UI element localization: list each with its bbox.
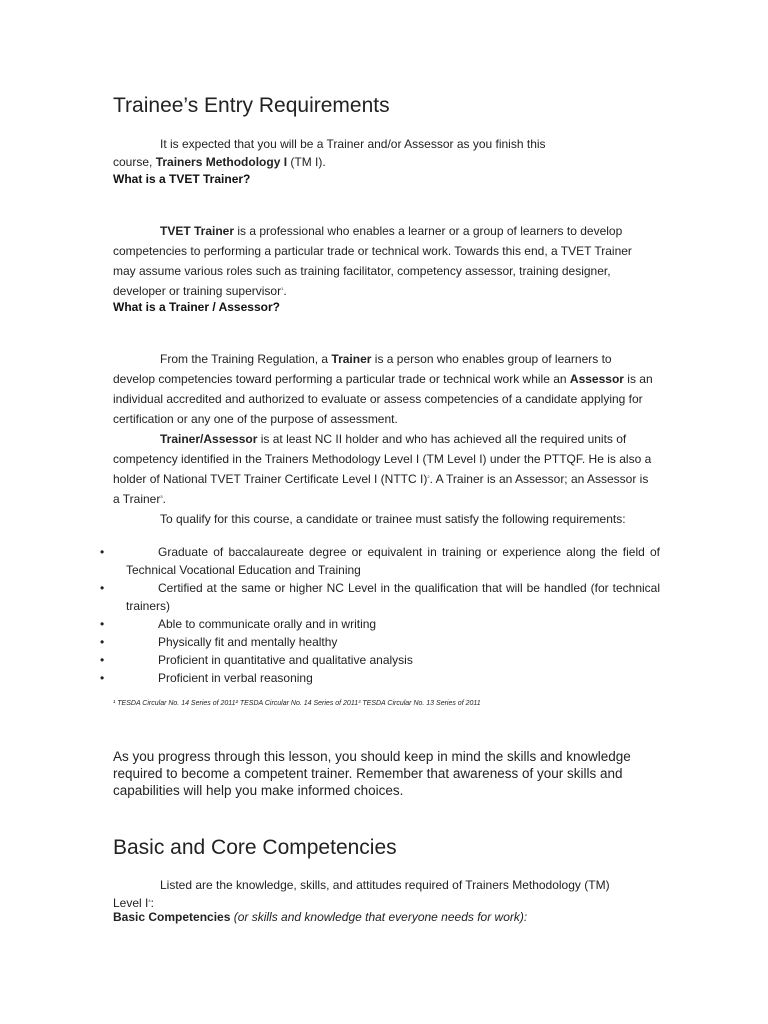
bullet-icon: • — [100, 671, 105, 685]
tvet-trainer-term: TVET Trainer — [160, 224, 235, 238]
listed-line-1: Listed are the knowledge, skills, and attitudes required of Trainers Methodology (TM) — [160, 878, 610, 892]
intro-line-1: It is expected that you will be a Trainer and/or Assessor as you finish this — [160, 137, 546, 151]
colon: : — [150, 896, 154, 910]
requirement-text: Able to communicate orally and in writing — [158, 617, 377, 631]
requirement-text: Graduate of baccalaureate degree or equivalent in training or experience along the field of Technical Vocational Education and Training — [126, 545, 660, 577]
requirement-text: Proficient in quantitative and qualitative analysis — [158, 653, 413, 667]
footnote-ref-4: 4 — [148, 898, 151, 903]
intro-line-2b: (TM I). — [287, 155, 326, 169]
tvet-trainer-paragraph — [113, 221, 653, 301]
lesson-note-paragraph: As you progress through this lesson, you should keep in mind the skills and knowledge required to become a competent trainer. Remember that awareness of your skills and capabilities will help you make informed choices. — [113, 749, 631, 798]
qualify-text: To qualify for this course, a candidate or trainee must satisfy the following requirements: — [160, 512, 626, 526]
tr-text-b: is a person who enables group of learners to develop competencies toward performing a particular trade or technical work while an — [113, 352, 612, 386]
trainer-term: Trainer — [331, 352, 372, 366]
list-item — [100, 543, 660, 579]
period: . — [162, 492, 166, 506]
tr-text-c: is an individual accredited and authorized to evaluate or assess competencies of a candidate applying for certification or any one of the purpose of assessment. — [113, 372, 653, 426]
ta-text: is at least NC II holder and who has achieved all the required units of competency identified in the Trainers Methodology Level I (TM Level I) under the PTTQF. He is also a holder of National TVET Trainer Certificate Level I (NTTC I) — [113, 432, 652, 486]
requirements-list — [100, 543, 660, 687]
question-tvet-trainer: What is a TVET Trainer? — [113, 172, 251, 186]
question-trainer-assessor: What is a Trainer / Assessor? — [113, 300, 280, 314]
section-heading-entry-requirements: Trainee’s Entry Requirements — [113, 94, 390, 117]
trainer-assessor-paragraph — [113, 349, 653, 529]
basic-competencies-description: (or skills and knowledge that everyone needs for work): — [230, 910, 528, 924]
requirement-text: Physically fit and mentally healthy — [158, 635, 338, 649]
competencies-intro — [113, 876, 653, 926]
intro-paragraph — [113, 134, 653, 172]
tvet-trainer-definition: is a professional who enables a learner or a group of learners to develop competencies to performing a particular trade or technical work. Towards this end, a TVET Trainer may assume various roles such as training facilitator, competency assessor, training designer, developer or training supervisor — [113, 224, 632, 298]
requirement-text: Certified at the same or higher NC Level in the qualification that will be handled (for technical trainers) — [126, 581, 660, 613]
list-item — [100, 651, 660, 669]
footnotes: ¹ TESDA Circular No. 14 Series of 2011² TESDA Circular No. 14 Series of 2011³ TESDA Circular No. 13 Series of 2011 — [113, 700, 481, 707]
trainer-assessor-term: Trainer/Assessor — [160, 432, 258, 446]
footnote-ref-3: 3 — [160, 494, 163, 499]
requirement-text: Proficient in verbal reasoning — [158, 671, 313, 685]
bullet-icon: • — [100, 653, 105, 667]
list-item — [100, 669, 660, 687]
period: . — [283, 284, 287, 298]
listed-line-2: Level I — [113, 896, 149, 910]
bullet-icon: • — [100, 617, 105, 631]
basic-competencies-term: Basic Competencies — [113, 910, 231, 924]
bullet-icon: • — [100, 581, 105, 595]
bullet-icon: • — [100, 545, 105, 559]
footnote-ref-1: 1 — [281, 286, 284, 291]
list-item — [100, 615, 660, 633]
section-heading-competencies: Basic and Core Competencies — [113, 836, 397, 859]
list-item — [100, 633, 660, 651]
intro-line-2a: course, — [113, 155, 156, 169]
tr-text-a: From the Training Regulation, a — [160, 352, 332, 366]
course-name: Trainers Methodology I — [155, 155, 288, 169]
list-item — [100, 579, 660, 615]
ta-text-2: . A Trainer is an Assessor; an Assessor is a Trainer — [113, 472, 649, 506]
assessor-term: Assessor — [569, 372, 624, 386]
bullet-icon: • — [100, 635, 105, 649]
footnote-ref-2: 2 — [427, 474, 430, 479]
